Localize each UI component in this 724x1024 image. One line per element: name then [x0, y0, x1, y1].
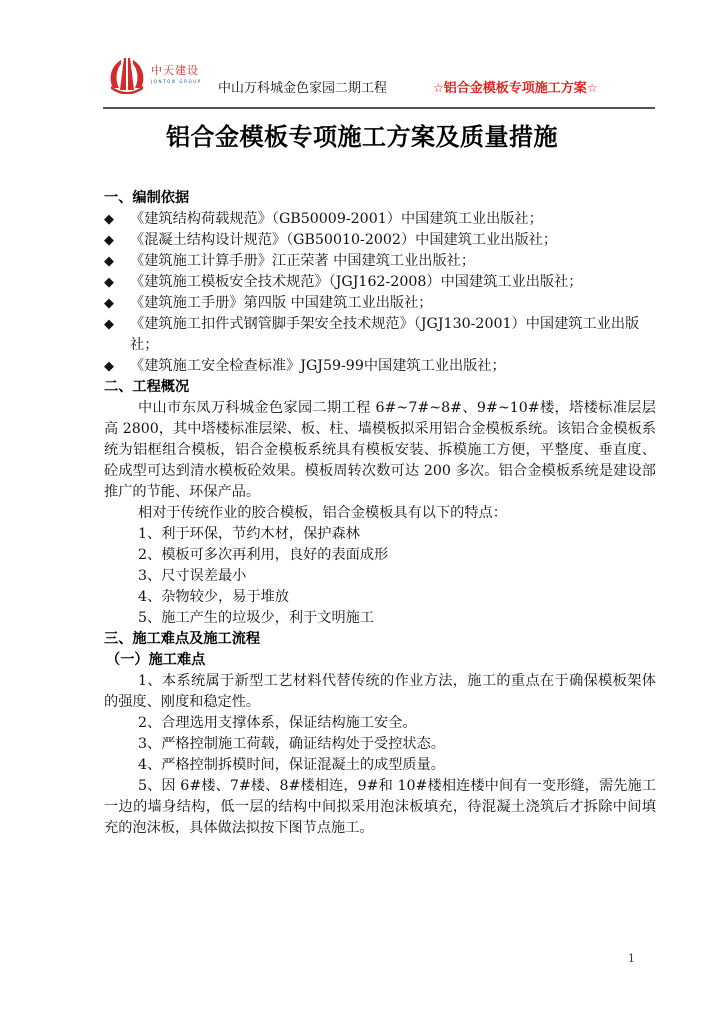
diamond-bullet-icon: ◆ [104, 254, 114, 269]
feature-item: 5、施工产生的垃圾少，利于文明施工 [138, 610, 375, 626]
paragraph: 1、本系统属于新型工艺材料代替传统的作业方法，施工的重点在于确保模板架体的强度、刚度和稳定性。 [104, 673, 656, 710]
paragraph: 3、严格控制施工荷载，确证结构处于受控状态。 [138, 736, 445, 752]
page-header [103, 52, 655, 108]
header-plan-text: 铝合金模板专项施工方案 [443, 81, 587, 96]
feature-item: 3、尺寸误差最小 [138, 568, 247, 584]
reference-item: ◆ 《建筑施工模板安全技术规范》（JGJ162-2008）中国建筑工业出版社； [104, 272, 656, 293]
paragraph: 中山市东凤万科城金色家园二期工程 6#~7#~8#、9#~10#楼，塔楼标准层层高 2800，其中塔楼标准层梁、板、柱、墙模板拟采用铝合金模板系统。该铝合金模板系统为铝框组合模板，铝合金模板系统具有模板安装、拆模施工方便，平整度、垂直度、砼成型可达到清水模板砼效果。模板周转次数可达 200 多次。铝合金模板系统是建设部推广的节能、环保产品。 [104, 400, 656, 500]
diamond-bullet-icon: ◆ [104, 233, 114, 248]
section-heading: 三、施工难点及施工流程 [104, 631, 261, 647]
reference-item: ◆ 《建筑施工安全检查标准》JGJ59-99中国建筑工业出版社； [104, 356, 656, 377]
paragraph: 2、合理选用支撑体系，保证结构施工安全。 [138, 715, 417, 731]
star-icon: ☆ [586, 81, 598, 95]
page-number: 1 [628, 952, 635, 965]
document-body [104, 188, 656, 839]
header-project-name: 中山万科城金色家园二期工程 [218, 81, 388, 96]
star-icon: ☆ [433, 81, 444, 95]
subsection-heading: （一）施工难点 [106, 652, 206, 668]
diamond-bullet-icon: ◆ [104, 317, 114, 332]
paragraph: 相对于传统作业的胶合模板，铝合金模板具有以下的特点： [138, 505, 507, 521]
header-divider [103, 107, 655, 109]
paragraph: 5、因 6#楼、7#楼、8#楼相连，9#和 10#楼相连楼中间有一变形缝，需先施工一边的墙身结构，低一层的结构中间拟采用泡沫板填充，待混凝土浇筑后才拆除中间填充的泡沫板，具体做法拟按下图节点施工。 [104, 778, 656, 836]
diamond-bullet-icon: ◆ [104, 359, 114, 374]
reference-item: ◆ 《建筑施工计算手册》江正荣著 中国建筑工业出版社； [104, 251, 656, 272]
reference-item: ◆ 《混凝土结构设计规范》（GB50010-2002）中国建筑工业出版社； [104, 230, 656, 251]
paragraph: 4、严格控制拆模时间，保证混凝土的成型质量。 [138, 757, 445, 773]
feature-item: 2、模板可多次再利用，良好的表面成形 [138, 547, 389, 563]
document-title: 铝合金模板专项施工方案及质量措施 [166, 123, 558, 151]
reference-item: ◆ 《建筑施工扣件式钢管脚手架安全技术规范》（JGJ130-2001）中国建筑工业出版社； [104, 314, 656, 356]
reference-item: ◆ 《建筑施工手册》第四版 中国建筑工业出版社； [104, 293, 656, 314]
feature-item: 4、杂物较少，易于堆放 [138, 589, 289, 605]
diamond-bullet-icon: ◆ [104, 212, 114, 227]
section-heading: 二、工程概况 [104, 379, 190, 395]
logo-text [151, 65, 202, 85]
feature-item: 1、利于环保，节约木材，保护森林 [138, 526, 360, 542]
logo-name-en: JONTON GROUP [151, 79, 202, 84]
section-heading: 一、编制依据 [104, 190, 190, 206]
diamond-bullet-icon: ◆ [104, 296, 114, 311]
reference-item: ◆ 《建筑结构荷载规范》（GB50009-2001）中国建筑工业出版社； [104, 209, 656, 230]
diamond-bullet-icon: ◆ [104, 275, 114, 290]
jonton-logo-icon [107, 56, 147, 94]
header-plan-title [433, 77, 598, 96]
logo-name-cn: 中天建设 [151, 64, 199, 77]
